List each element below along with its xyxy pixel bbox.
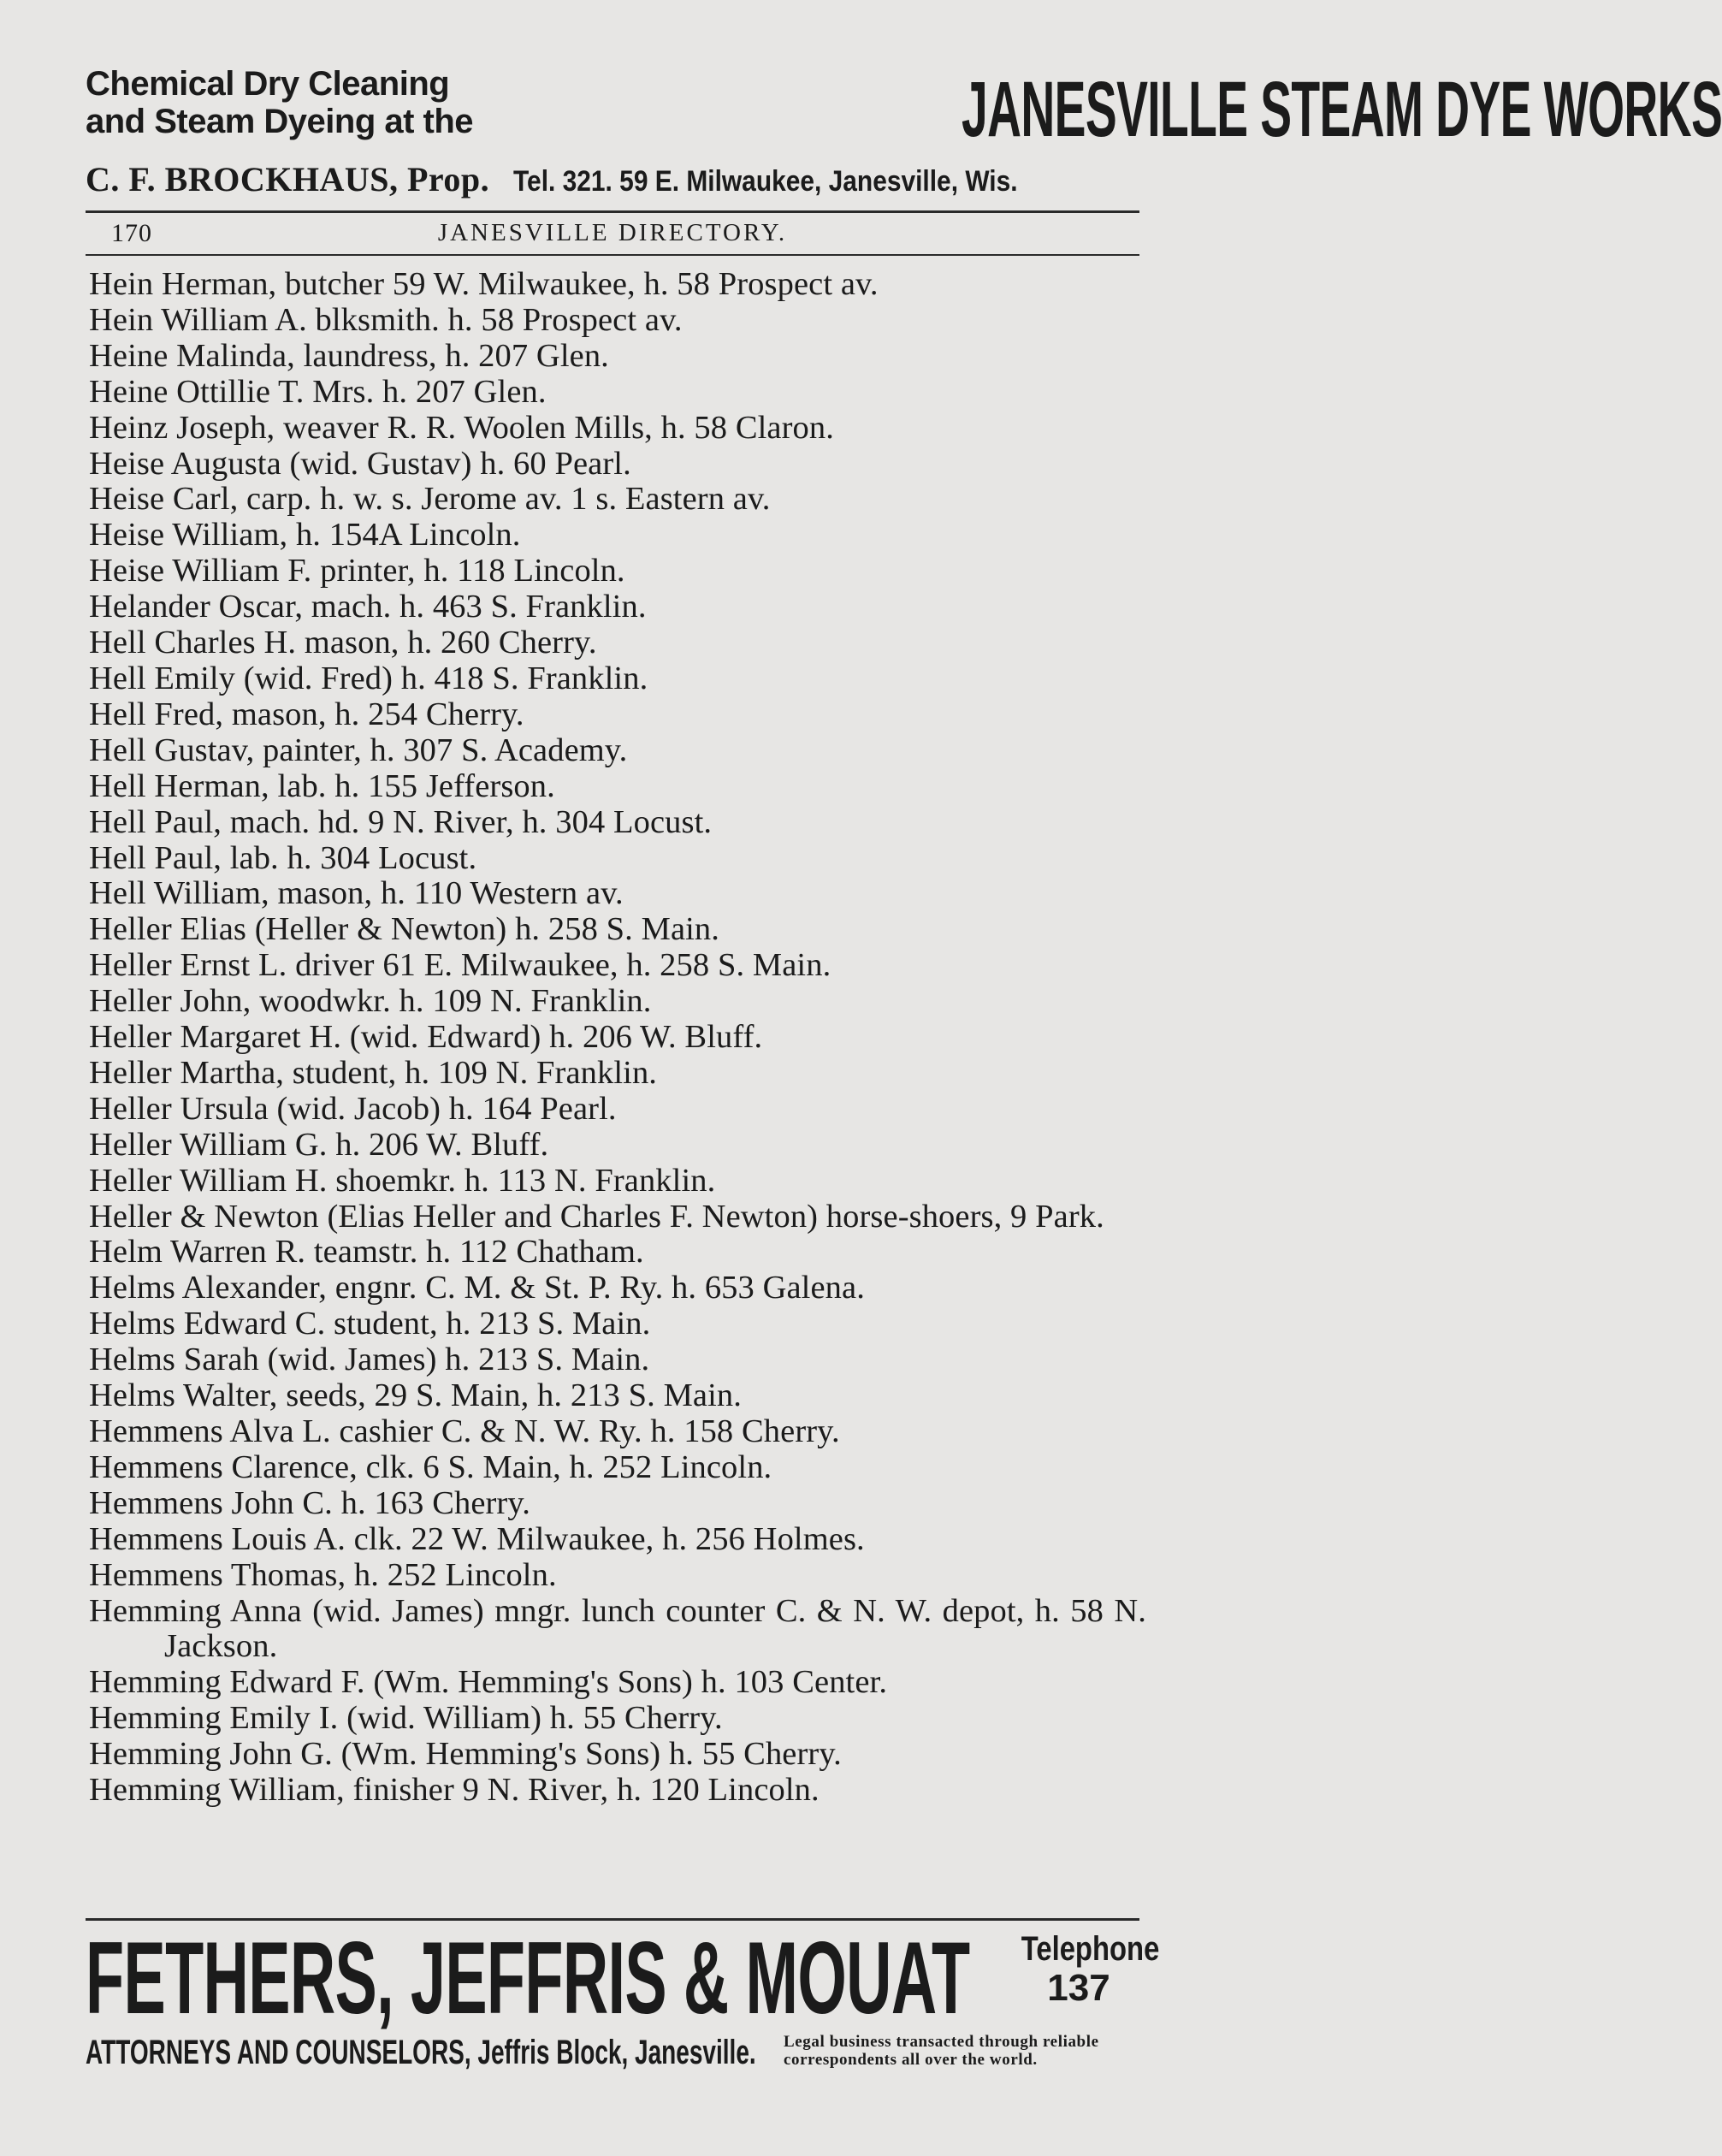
directory-entry: Heller Martha, student, h. 109 N. Franklin. <box>89 1054 658 1091</box>
directory-entry: Heise William F. printer, h. 118 Lincoln. <box>89 553 625 589</box>
ad-services-frame <box>86 2031 787 2074</box>
directory-entry: Hell Herman, lab. h. 155 Jefferson. <box>89 767 555 804</box>
ad-line-2: and Steam Dyeing at the <box>86 103 474 140</box>
directory-entry: Helms Edward C. student, h. 213 S. Main. <box>89 1306 651 1342</box>
directory-entry: Helms Alexander, engnr. C. M. & St. P. Ry. h. 653 Galena. <box>89 1270 865 1306</box>
directory-entry: Heller Elias (Heller & Newton) h. 258 S. Main. <box>89 911 720 948</box>
directory-entry: Helms Sarah (wid. James) h. 213 S. Main. <box>89 1342 650 1378</box>
directory-entry: Heller Ursula (wid. Jacob) h. 164 Pearl. <box>89 1090 617 1127</box>
directory-entry: Hell Fred, mason, h. 254 Cherry. <box>89 696 524 732</box>
directory-entry: Hemming Emily I. (wid. William) h. 55 Cherry. <box>89 1700 723 1737</box>
top-ad-divider <box>86 210 1139 213</box>
directory-entry: Hemmens Clarence, clk. 6 S. Main, h. 252 Lincoln. <box>89 1448 772 1485</box>
directory-entry: Hell Paul, lab. h. 304 Locust. <box>89 839 477 876</box>
directory-entry: Hemmens Thomas, h. 252 Lincoln. <box>89 1556 557 1593</box>
directory-entry: Hell William, mason, h. 110 Western av. <box>89 875 624 912</box>
directory-entry: Heller William H. shoemkr. h. 113 N. Franklin. <box>89 1162 716 1199</box>
directory-entry: Heller William G. h. 206 W. Bluff. <box>89 1126 549 1163</box>
directory-entry: Hell Gustav, painter, h. 307 S. Academy. <box>89 732 628 768</box>
ad-contact: Tel. 321. 59 E. Milwaukee, Janesville, Wis. <box>513 165 1018 198</box>
directory-entry: Heller Ernst L. driver 61 E. Milwaukee, h. 258 S. Main. <box>89 947 831 984</box>
ad-telephone <box>1006 1930 1160 2009</box>
ad-note: Legal business transacted through reliable correspondents all over the world. <box>784 2033 1099 2069</box>
ad-proprietor-line <box>86 159 1146 199</box>
directory-entry: Hemmens John C. h. 163 Cherry. <box>89 1484 530 1521</box>
directory-entry: Heller John, woodwkr. h. 109 N. Franklin. <box>89 983 652 1020</box>
page-number: 170 <box>111 219 152 247</box>
ad-telephone-number: 137 <box>1047 1967 1110 2009</box>
directory-entry: Helms Walter, seeds, 29 S. Main, h. 213 S. Main. <box>89 1377 742 1414</box>
ad-business-name-frame <box>524 65 1722 153</box>
directory-entry: Hemming Edward F. (Wm. Hemming's Sons) h. 103 Center. <box>89 1664 888 1701</box>
directory-entry: Hemming Anna (wid. James) mngr. lunch counter C. & N. W. depot, h. 58 N. Jackson. <box>89 1592 1146 1665</box>
ad-firm-name: FETHERS, JEFFRIS & MOUAT <box>86 1921 970 2035</box>
running-header <box>86 219 1139 253</box>
directory-entry: Heller & Newton (Elias Heller and Charles F. Newton) horse-shoers, 9 Park. <box>89 1198 1104 1235</box>
ad-firm-frame <box>86 1921 992 2035</box>
ad-service-lines <box>86 65 530 140</box>
ad-line-1: Chemical Dry Cleaning <box>86 65 450 103</box>
directory-entry: Hemmens Louis A. clk. 22 W. Milwaukee, h. 256 Holmes. <box>89 1520 865 1557</box>
directory-entry: Hein William A. blksmith. h. 58 Prospect av. <box>89 301 683 338</box>
directory-entry: Helander Oscar, mach. h. 463 S. Franklin. <box>89 589 647 625</box>
directory-entry: Heise Augusta (wid. Gustav) h. 60 Pearl. <box>89 445 631 482</box>
directory-entry: Heller Margaret H. (wid. Edward) h. 206 W. Bluff. <box>89 1019 763 1056</box>
directory-entry: Hemming John G. (Wm. Hemming's Sons) h. 55 Cherry. <box>89 1736 842 1773</box>
directory-entry: Heise William, h. 154A Lincoln. <box>89 517 521 554</box>
directory-entry: Heinz Joseph, weaver R. R. Woolen Mills, h. 58 Claron. <box>89 409 834 446</box>
directory-entry: Hell Charles H. mason, h. 260 Cherry. <box>89 625 597 661</box>
directory-entry: Hell Paul, mach. hd. 9 N. River, h. 304 Locust. <box>89 803 713 840</box>
directory-title: JANESVILLE DIRECTORY. <box>437 219 788 246</box>
directory-entry: Hell Emily (wid. Fred) h. 418 S. Franklin. <box>89 660 648 696</box>
ad-services: ATTORNEYS AND COUNSELORS, Jeffris Block, Janesville. <box>86 2034 756 2071</box>
ad-telephone-label: Telephone <box>1021 1930 1160 1968</box>
directory-listings <box>89 267 1146 1809</box>
directory-entry: Hein Herman, butcher 59 W. Milwaukee, h. 58 Prospect av. <box>89 266 879 302</box>
header-divider <box>86 254 1139 256</box>
ad-business-name: JANESVILLE STEAM DYE WORKS <box>962 66 1722 153</box>
directory-entry: Heine Ottillie T. Mrs. h. 207 Glen. <box>89 373 547 410</box>
directory-entry: Helm Warren R. teamstr. h. 112 Chatham. <box>89 1234 644 1270</box>
ad-proprietor: C. F. BROCKHAUS, Prop. <box>86 160 490 198</box>
bottom-advertisement <box>86 1921 1160 2081</box>
directory-entry: Heise Carl, carp. h. w. s. Jerome av. 1 s. Eastern av. <box>89 481 771 518</box>
top-advertisement <box>86 65 1722 209</box>
directory-entry: Heine Malinda, laundress, h. 207 Glen. <box>89 337 609 374</box>
directory-entry: Hemming William, finisher 9 N. River, h. 120 Lincoln. <box>89 1772 820 1809</box>
directory-entry: Hemmens Alva L. cashier C. & N. W. Ry. h. 158 Cherry. <box>89 1413 840 1449</box>
